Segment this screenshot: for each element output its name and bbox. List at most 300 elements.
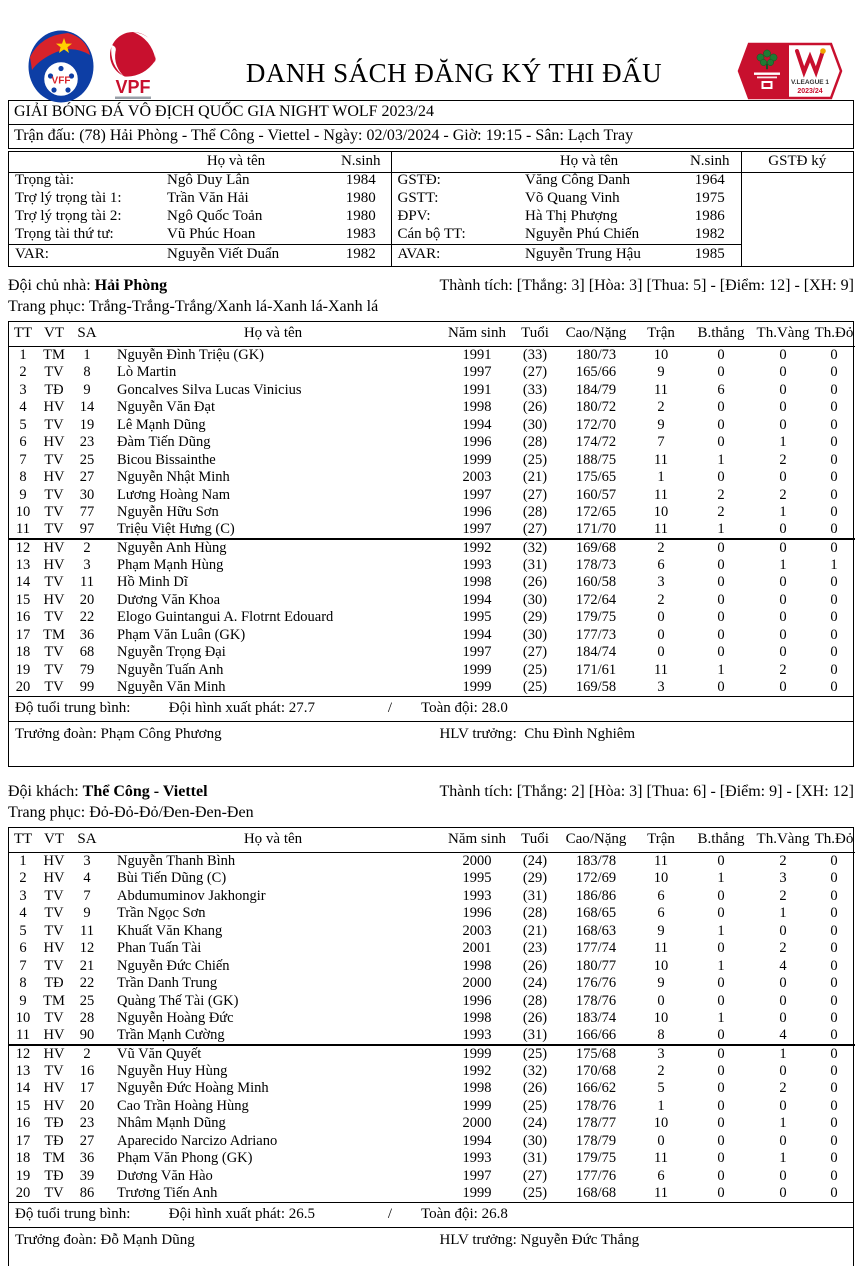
- cell-player-name: Dương Văn Hào: [117, 1167, 213, 1184]
- roster-column-header: Th.Vàng: [753, 322, 813, 346]
- cell-goals: 0: [717, 1185, 725, 1201]
- gstd-signature-cell: [741, 172, 853, 266]
- avg-divider: /: [387, 1206, 393, 1222]
- home-roster-table: [8, 321, 854, 767]
- cell-age: (29): [522, 870, 548, 886]
- cell-no: 1: [19, 346, 27, 363]
- player-row: [9, 1045, 855, 1063]
- cell-red-cards: 0: [830, 399, 838, 415]
- page-title: DANH SÁCH ĐĂNG KÝ THI ĐẤU: [245, 58, 663, 88]
- cell-player-name: Nguyễn Hữu Sơn: [117, 504, 219, 520]
- cell-position: TĐ: [44, 1132, 64, 1149]
- cell-red-cards: 0: [830, 451, 838, 468]
- cell-red-cards: 0: [830, 887, 838, 904]
- official-name: Võ Quang Vinh: [525, 190, 620, 207]
- official-birth-year: 1982: [679, 226, 741, 244]
- cell-yellow-cards: 1: [779, 434, 787, 450]
- cell-height-weight: 183/78: [575, 852, 617, 869]
- cell-shirt-number: 9: [83, 381, 91, 398]
- cell-goals: 0: [717, 364, 725, 380]
- avg-starting: Đội hình xuất phát: 27.7: [168, 700, 315, 716]
- cell-age: (23): [522, 940, 548, 956]
- top-header: [0, 0, 862, 100]
- official-role: Trợ lý trọng tài 2:: [15, 208, 122, 225]
- official-birth-year: 1975: [679, 190, 741, 208]
- cell-player-name: Cao Trần Hoàng Hùng: [117, 1097, 249, 1114]
- cell-height-weight: 184/79: [575, 381, 617, 398]
- cell-no: 12: [15, 539, 31, 556]
- cell-matches: 9: [657, 416, 665, 433]
- cell-shirt-number: 28: [79, 1010, 95, 1026]
- cell-yellow-cards: 0: [779, 539, 787, 556]
- cell-matches: 2: [657, 539, 665, 556]
- cell-red-cards: 0: [830, 679, 838, 695]
- cell-yellow-cards: 1: [779, 1045, 787, 1062]
- cell-shirt-number: 99: [79, 679, 95, 695]
- player-row: [9, 1010, 855, 1028]
- away-manager: Trưởng đoàn: Đỗ Mạnh Dũng: [15, 1232, 195, 1248]
- cell-position: TV: [44, 451, 64, 468]
- cell-no: 9: [19, 992, 27, 1009]
- cell-height-weight: 175/65: [575, 469, 617, 485]
- cell-no: 4: [19, 905, 27, 921]
- cell-matches: 6: [657, 887, 665, 904]
- cell-age: (25): [522, 661, 548, 678]
- cell-height-weight: 172/70: [575, 416, 617, 433]
- cell-position: TV: [44, 679, 64, 695]
- official-birth-year: 1982: [331, 244, 391, 266]
- player-row: [9, 504, 855, 522]
- officials-table: [8, 151, 854, 267]
- cell-age: (32): [522, 539, 548, 556]
- official-role: Trợ lý trọng tài 1:: [15, 190, 122, 207]
- cell-goals: 0: [717, 1097, 725, 1114]
- cell-goals: 0: [717, 1062, 725, 1079]
- cell-position: TĐ: [44, 975, 64, 991]
- cell-yellow-cards: 1: [779, 905, 787, 921]
- cell-red-cards: 0: [830, 870, 838, 886]
- cell-no: 3: [19, 887, 27, 904]
- cell-red-cards: 0: [830, 1045, 838, 1062]
- cell-age: (25): [522, 1097, 548, 1114]
- cell-no: 16: [15, 609, 31, 625]
- cell-shirt-number: 2: [83, 539, 91, 556]
- official-row: [9, 208, 853, 226]
- player-row: [9, 574, 855, 592]
- tournament-box: [8, 100, 854, 149]
- cell-player-name: Nguyễn Văn Minh: [117, 679, 226, 695]
- player-row: [9, 556, 855, 574]
- cell-age: (24): [522, 852, 548, 869]
- cell-goals: 0: [717, 626, 725, 643]
- cell-yellow-cards: 2: [779, 451, 787, 468]
- cell-red-cards: 0: [830, 975, 838, 991]
- cell-age: (28): [522, 992, 548, 1009]
- cell-position: TV: [44, 574, 64, 590]
- player-row: [9, 957, 855, 975]
- cell-player-name: Elogo Guintangui A. Flotrnt Edouard: [117, 609, 334, 625]
- cell-yellow-cards: 0: [779, 574, 787, 590]
- cell-position: TV: [37, 521, 71, 539]
- cell-red-cards: 0: [830, 957, 838, 974]
- cell-birth-year: 1999: [462, 451, 492, 468]
- cell-yellow-cards: 4: [753, 1027, 813, 1045]
- away-kit: Đỏ-Đỏ-Đỏ/Đen-Đen-Đen: [89, 804, 254, 821]
- cell-birth-year: 1997: [462, 364, 492, 380]
- cell-shirt-number: 17: [79, 1080, 95, 1096]
- vff-logo-text: VFF: [51, 75, 71, 87]
- cell-shirt-number: 1: [83, 346, 91, 363]
- cell-player-name: Nguyễn Tuấn Anh: [117, 661, 224, 678]
- cell-yellow-cards: 0: [779, 1010, 787, 1026]
- cell-no: 6: [19, 940, 27, 956]
- cell-no: 14: [15, 574, 31, 590]
- home-kit-label: Trang phục:: [8, 298, 86, 315]
- player-row: [9, 1132, 855, 1150]
- cell-height-weight: 172/64: [575, 591, 617, 608]
- cell-height-weight: 160/57: [575, 486, 617, 503]
- official-role: Cán bộ TT:: [397, 226, 466, 242]
- cell-player-name: Phạm Văn Luân (GK): [117, 626, 246, 643]
- cell-height-weight: 178/76: [575, 992, 617, 1009]
- cell-shirt-number: 36: [79, 626, 95, 643]
- cell-goals: 0: [717, 679, 725, 695]
- cell-age: (25): [522, 451, 548, 468]
- cell-age: (31): [511, 1027, 559, 1045]
- cell-no: 19: [15, 1167, 31, 1184]
- avg-full: Toàn đội: 28.0: [420, 700, 508, 716]
- officials-header-blank: [391, 152, 499, 172]
- official-birth-year: 1980: [331, 208, 391, 226]
- cell-no: 5: [19, 416, 27, 433]
- official-role: VAR:: [9, 244, 141, 266]
- official-role: Trọng tài thứ tư:: [15, 226, 114, 242]
- cell-player-name: Nguyễn Huy Hùng: [117, 1062, 228, 1079]
- cell-no: 2: [19, 364, 27, 380]
- official-name: Trần Văn Hải: [167, 190, 249, 207]
- roster-column-header: Cao/Nặng: [559, 828, 633, 852]
- official-name: Ngô Quốc Toản: [167, 208, 263, 225]
- cell-age: (25): [522, 679, 548, 695]
- cell-shirt-number: 36: [79, 1150, 95, 1166]
- cell-age: (27): [511, 521, 559, 539]
- cell-goals: 0: [717, 1150, 725, 1166]
- cell-goals: 0: [717, 416, 725, 433]
- cell-height-weight: 178/76: [575, 1097, 617, 1114]
- cell-shirt-number: 68: [79, 644, 95, 660]
- cell-player-name: Lê Mạnh Dũng: [117, 416, 206, 433]
- cell-shirt-number: 3: [83, 852, 91, 869]
- cell-red-cards: 0: [813, 521, 855, 539]
- cell-age: (31): [522, 887, 548, 904]
- cell-birth-year: 1994: [462, 591, 492, 608]
- cell-red-cards: 0: [830, 486, 838, 503]
- home-average-age-row: [9, 696, 853, 722]
- cell-height-weight: 177/76: [575, 1167, 617, 1184]
- roster-column-header: Tuổi: [511, 322, 559, 346]
- cell-matches: 6: [657, 1167, 665, 1184]
- official-role: GSTĐ:: [397, 172, 441, 189]
- player-row: [9, 364, 855, 382]
- vpf-tagline-bar: [115, 97, 151, 100]
- cell-red-cards: 1: [830, 556, 838, 573]
- cell-goals: 6: [717, 381, 725, 398]
- cell-no: 6: [19, 434, 27, 450]
- player-row: [9, 1097, 855, 1115]
- cell-red-cards: 0: [830, 1132, 838, 1149]
- cell-age: (30): [522, 591, 548, 608]
- official-row: [9, 172, 853, 190]
- cell-goals: 1: [717, 922, 725, 939]
- roster-column-header: Năm sinh: [443, 828, 511, 852]
- cell-red-cards: 0: [830, 609, 838, 625]
- roster-column-header: Tuổi: [511, 828, 559, 852]
- home-team-name: Hải Phòng: [94, 277, 168, 294]
- cell-birth-year: 2001: [462, 940, 492, 956]
- cell-position: TV: [44, 922, 64, 939]
- cell-birth-year: 1993: [462, 1150, 492, 1166]
- cell-player-name: Trần Mạnh Cường: [103, 1027, 443, 1045]
- roster-column-header: Th.Đỏ: [813, 322, 855, 346]
- cell-no: 8: [19, 975, 27, 991]
- home-team-heading: [8, 275, 854, 317]
- player-row: [9, 887, 855, 905]
- cell-yellow-cards: 0: [779, 399, 787, 415]
- cell-player-name: Phạm Mạnh Hùng: [117, 556, 224, 573]
- cell-birth-year: 1998: [462, 574, 492, 590]
- cell-matches: 7: [657, 434, 665, 450]
- cell-goals: 0: [717, 1167, 725, 1184]
- cell-height-weight: 174/72: [575, 434, 617, 450]
- cell-yellow-cards: 0: [779, 922, 787, 939]
- cell-age: (21): [522, 922, 548, 939]
- cell-player-name: Nhâm Mạnh Dũng: [117, 1115, 226, 1131]
- roster-column-header: Năm sinh: [443, 322, 511, 346]
- away-team-name: Thể Công - Viettel: [82, 783, 208, 800]
- cell-matches: 10: [653, 504, 669, 520]
- cell-position: TM: [43, 346, 65, 363]
- away-team-name-line: [8, 781, 208, 802]
- cell-height-weight: 168/68: [575, 1185, 617, 1201]
- cell-no: 17: [15, 1132, 31, 1149]
- cell-player-name: Lò Martin: [117, 364, 177, 380]
- cell-birth-year: 1998: [462, 399, 492, 415]
- cell-position: TV: [44, 486, 64, 503]
- cell-age: (31): [522, 556, 548, 573]
- cell-shirt-number: 14: [79, 399, 95, 415]
- cell-birth-year: 2000: [462, 1115, 492, 1131]
- cell-goals: 0: [717, 644, 725, 660]
- officials-body: [9, 172, 853, 266]
- cell-birth-year: 1998: [462, 1080, 492, 1096]
- cell-birth-year: 1999: [462, 1185, 492, 1201]
- badge-season-text: 2023/24: [797, 88, 823, 95]
- cell-position: TM: [43, 626, 65, 643]
- cell-red-cards: 0: [830, 940, 838, 956]
- cell-height-weight: 183/74: [575, 1010, 617, 1026]
- cell-shirt-number: 77: [79, 504, 95, 520]
- cell-player-name: Abdumuminov Jakhongir: [117, 887, 266, 904]
- cell-goals: 0: [717, 539, 725, 556]
- roster-column-header: TT: [9, 828, 37, 852]
- cell-shirt-number: 27: [79, 1132, 95, 1149]
- roster-column-header: Th.Đỏ: [813, 828, 855, 852]
- cell-no: 10: [15, 504, 31, 520]
- cell-red-cards: 0: [830, 1062, 838, 1079]
- cell-player-name: Nguyễn Nhật Minh: [117, 469, 230, 485]
- officials-header-birth: N.sinh: [331, 152, 391, 172]
- cell-red-cards: 0: [830, 1167, 838, 1184]
- cell-matches: 1: [657, 469, 665, 485]
- cell-height-weight: 178/73: [575, 556, 617, 573]
- cell-player-name: Phạm Văn Phong (GK): [117, 1150, 253, 1166]
- official-role: GSTT:: [397, 190, 439, 207]
- cell-height-weight: 184/74: [575, 644, 617, 660]
- official-name: Vũ Phúc Hoan: [167, 226, 256, 242]
- cell-red-cards: 0: [830, 1010, 838, 1026]
- federation-logos: [28, 30, 178, 103]
- cell-height-weight: 179/75: [575, 609, 617, 625]
- avg-divider: /: [387, 700, 393, 716]
- cell-age: (27): [522, 486, 548, 503]
- cell-shirt-number: 21: [79, 957, 95, 974]
- cell-no: 15: [15, 591, 31, 608]
- player-row: [9, 1115, 855, 1133]
- cell-birth-year: 2000: [462, 852, 492, 869]
- official-name: Nguyễn Trung Hậu: [499, 244, 679, 266]
- vff-logo-icon: [28, 30, 94, 103]
- cell-birth-year: 2003: [462, 922, 492, 939]
- cell-no: 4: [19, 399, 27, 415]
- official-row: [9, 190, 853, 208]
- roster-column-header: Họ và tên: [103, 322, 443, 346]
- cell-no: 7: [19, 957, 27, 974]
- cell-birth-year: 1997: [462, 644, 492, 660]
- cell-yellow-cards: 3: [779, 870, 787, 886]
- cell-yellow-cards: 0: [779, 469, 787, 485]
- player-row: [9, 975, 855, 993]
- cell-goals: 1: [717, 1010, 725, 1026]
- cell-height-weight: 166/66: [559, 1027, 633, 1045]
- player-row: [9, 381, 855, 399]
- cell-red-cards: 0: [830, 644, 838, 660]
- cell-age: (33): [522, 381, 548, 398]
- cell-position: HV: [43, 556, 65, 573]
- cell-goals: 1: [717, 661, 725, 678]
- cell-red-cards: 0: [830, 852, 838, 869]
- cell-player-name: Triệu Việt Hưng (C): [103, 521, 443, 539]
- cell-yellow-cards: 1: [779, 556, 787, 573]
- cell-birth-year: 1994: [462, 626, 492, 643]
- cell-matches: 6: [657, 556, 665, 573]
- cell-goals: 0: [717, 591, 725, 608]
- cell-red-cards: 0: [830, 1080, 838, 1096]
- player-row: [9, 539, 855, 557]
- cell-red-cards: 0: [830, 1150, 838, 1166]
- cell-matches: 0: [657, 992, 665, 1009]
- cell-goals: 0: [717, 1045, 725, 1062]
- cell-position: TV: [44, 1185, 64, 1201]
- cell-age: (31): [522, 1150, 548, 1166]
- cell-matches: 3: [657, 679, 665, 695]
- official-name: Ngô Duy Lân: [167, 172, 250, 189]
- cell-height-weight: 178/79: [575, 1132, 617, 1149]
- cell-birth-year: 1992: [462, 539, 492, 556]
- roster-column-header: B.thắng: [689, 828, 753, 852]
- away-role-label: Đội khách:: [8, 783, 79, 800]
- cell-no: 19: [15, 661, 31, 678]
- away-staff-row: [9, 1228, 853, 1266]
- cell-matches: 11: [654, 940, 668, 956]
- roster-column-header: VT: [37, 322, 71, 346]
- cell-age: (29): [522, 609, 548, 625]
- cell-player-name: Khuất Văn Khang: [117, 922, 223, 939]
- player-row: [9, 1080, 855, 1098]
- cell-shirt-number: 97: [71, 521, 103, 539]
- cell-matches: 10: [653, 957, 669, 974]
- cell-position: TM: [43, 1150, 65, 1166]
- official-name: Văng Công Danh: [525, 172, 630, 189]
- cell-birth-year: 1994: [462, 416, 492, 433]
- cell-birth-year: 1999: [462, 679, 492, 695]
- cell-player-name: Trần Ngọc Sơn: [117, 905, 206, 921]
- cell-yellow-cards: 1: [779, 1115, 787, 1131]
- cell-age: (26): [522, 1010, 548, 1026]
- cell-goals: 0: [717, 346, 725, 363]
- cell-yellow-cards: 0: [779, 364, 787, 380]
- officials-header-sign: GSTĐ ký: [741, 152, 853, 172]
- cell-yellow-cards: 1: [779, 1150, 787, 1166]
- cell-no: 16: [15, 1115, 31, 1131]
- player-row: [9, 626, 855, 644]
- player-row: [9, 416, 855, 434]
- official-role: ĐPV:: [397, 208, 431, 225]
- cell-player-name: Nguyễn Anh Hùng: [117, 539, 227, 556]
- cell-height-weight: 186/86: [575, 887, 617, 904]
- player-row: [9, 644, 855, 662]
- cell-position: HV: [43, 940, 65, 956]
- home-role-label: Đội chủ nhà:: [8, 277, 91, 294]
- cell-yellow-cards: 0: [779, 975, 787, 991]
- roster-column-header: Họ và tên: [103, 828, 443, 852]
- cell-player-name: Lương Hoàng Nam: [117, 486, 230, 503]
- cell-player-name: Nguyễn Văn Đạt: [117, 399, 215, 415]
- cell-height-weight: 178/77: [575, 1115, 617, 1131]
- cell-matches: 11: [633, 521, 689, 539]
- cell-age: (27): [522, 364, 548, 380]
- cell-height-weight: 177/74: [575, 940, 617, 956]
- cell-position: HV: [43, 852, 65, 869]
- cell-position: HV: [43, 870, 65, 886]
- cell-yellow-cards: 0: [779, 381, 787, 398]
- avg-full: Toàn đội: 26.8: [420, 1206, 508, 1222]
- cell-birth-year: 1997: [462, 1167, 492, 1184]
- cell-matches: 10: [653, 1010, 669, 1026]
- cell-age: (26): [522, 1080, 548, 1096]
- cell-red-cards: 0: [830, 504, 838, 520]
- cell-matches: 11: [654, 1150, 668, 1166]
- official-role: Trọng tài:: [15, 172, 75, 189]
- cell-yellow-cards: 2: [779, 486, 787, 503]
- cell-position: TV: [44, 364, 64, 380]
- cell-matches: 5: [657, 1080, 665, 1096]
- cell-player-name: Trương Tiến Anh: [117, 1185, 218, 1201]
- cell-height-weight: 165/66: [575, 364, 617, 380]
- cell-goals: 0: [717, 434, 725, 450]
- cell-age: (25): [522, 1185, 548, 1201]
- cell-no: 11: [9, 521, 37, 539]
- cell-shirt-number: 20: [79, 591, 95, 608]
